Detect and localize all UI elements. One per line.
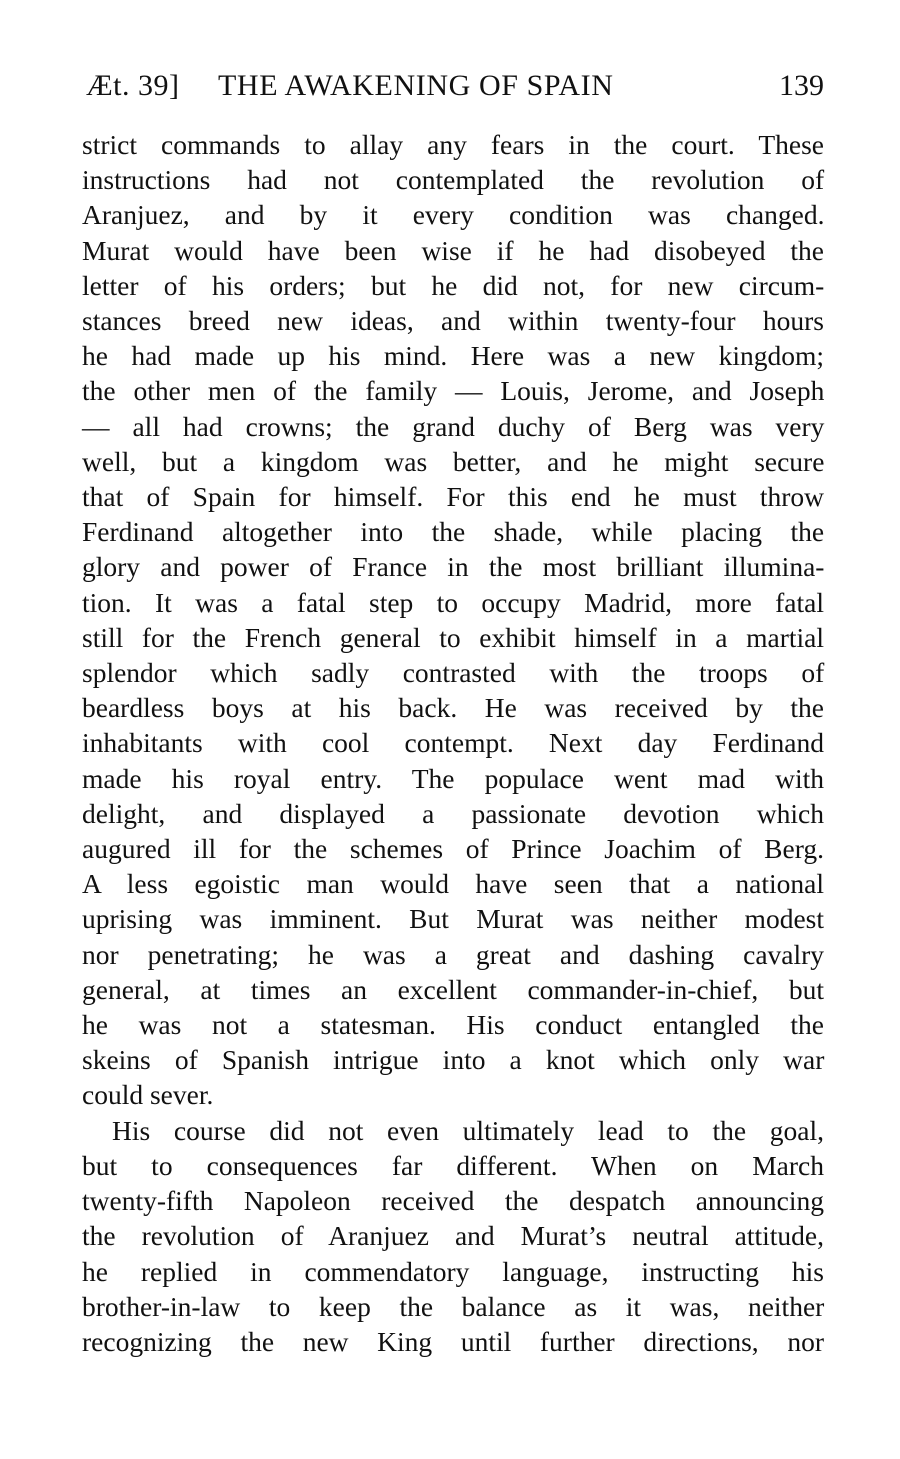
text-line: nor penetrating; he was a great and dashing cavalry [82, 938, 825, 970]
paragraph-2 [82, 1113, 824, 1359]
text-line: made his royal entry. The populace went mad with [82, 762, 824, 794]
running-head [86, 66, 824, 106]
text-line: the revolution of Aranjuez and Murat’s neutral attitude, [82, 1220, 824, 1252]
text-line: brother-in-law to keep the balance as it was, neither [82, 1290, 825, 1322]
text-line: instructions had not contemplated the revolution of [82, 164, 825, 196]
text-line: His course did not even ultimately lead to the goal, [112, 1114, 824, 1146]
text-line: he replied in commendatory language, instructing his [82, 1255, 824, 1287]
text-line: still for the French general to exhibit himself in a martial [82, 621, 824, 653]
text-line: Aranjuez, and by it every condition was changed. [82, 199, 825, 231]
chapter-age-marker: Æt. 39] [86, 69, 180, 102]
text-line: general, at times an excellent commander-in-chief, but [82, 973, 824, 1005]
text-line: letter of his orders; but he did not, for new circum- [82, 269, 825, 301]
text-line: tion. It was a fatal step to occupy Madrid, more fatal [82, 586, 824, 618]
text-line: he was not a statesman. His conduct entangled the [82, 1009, 824, 1041]
body-text [82, 127, 824, 1359]
text-line: skeins of Spanish intrigue into a knot which only war [82, 1044, 825, 1076]
text-line: strict commands to allay any fears in the court. These [82, 129, 824, 160]
text-line: — all had crowns; the grand duchy of Berg was very [82, 410, 825, 442]
running-title: THE AWAKENING OF SPAIN [218, 69, 614, 102]
text-line: A less egoistic man would have seen that a national [82, 868, 824, 900]
text-line: well, but a kingdom was better, and he might secure [82, 445, 825, 477]
text-line: augured ill for the schemes of Prince Joachim of Berg. [82, 833, 824, 865]
text-line: inhabitants with cool contempt. Next day Ferdinand [82, 727, 824, 759]
paragraph-1 [82, 127, 824, 1113]
text-line: recognizing the new King until further directions, nor [82, 1325, 824, 1357]
text-line: stances breed new ideas, and within twenty-four hours [82, 305, 824, 337]
text-line: the other men of the family — Louis, Jerome, and Joseph [82, 375, 825, 407]
text-line: he had made up his mind. Here was a new kingdom; [82, 340, 824, 372]
text-line: could sever. [82, 1079, 214, 1111]
text-line: twenty-fifth Napoleon received the despatch announcing [82, 1185, 824, 1217]
text-line: Murat would have been wise if he had disobeyed the [82, 234, 824, 266]
text-line: beardless boys at his back. He was received by the [82, 692, 824, 724]
text-line: but to consequences far different. When on March [82, 1149, 824, 1181]
text-line: splendor which sadly contrasted with the troops of [82, 657, 825, 689]
text-line: uprising was imminent. But Murat was neither modest [82, 903, 824, 935]
text-line: Ferdinand altogether into the shade, while placing the [82, 516, 825, 548]
text-line: glory and power of France in the most brilliant illumina- [82, 551, 825, 583]
text-line: delight, and displayed a passionate devotion which [82, 797, 824, 829]
text-line: that of Spain for himself. For this end he must throw [82, 481, 824, 513]
page-number: 139 [779, 69, 824, 102]
